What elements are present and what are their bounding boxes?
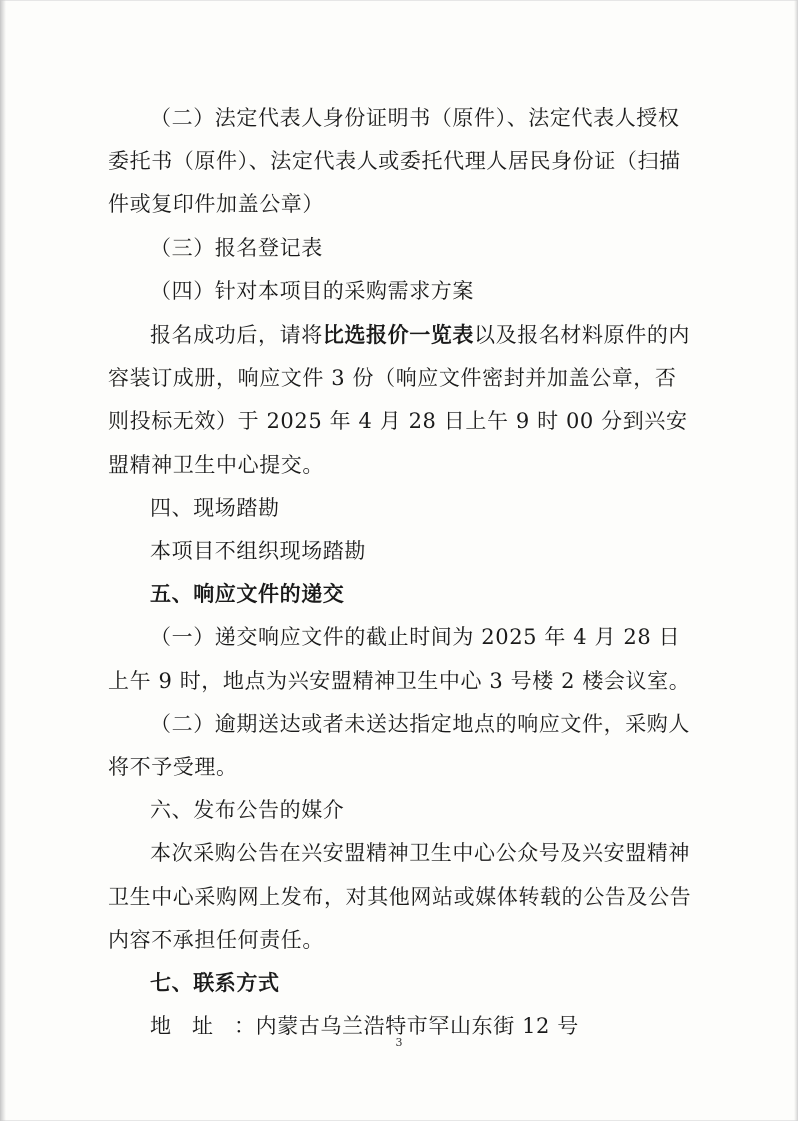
address-label: 地址 — [150, 1014, 234, 1039]
quote-summary-emphasis: 比选报价一览表 — [322, 322, 475, 348]
submission-text-post: 以及报名材料原件的内容装订成册，响应文件 3 份（响应文件密封并加盖公章，否则投标无效）于 2025 年 4 月 28 日上午 9 时 00 分到兴安盟精神卫生中心提交。 — [108, 323, 691, 477]
paragraph-deadline: （一）递交响应文件的截止时间为 2025 年 4 月 28 日上午 9 时，地点为兴安盟精神卫生中心 3 号楼 2 楼会议室。 — [108, 625, 691, 693]
paragraph-registration-form: （三）报名登记表 — [150, 235, 323, 260]
document-body — [108, 97, 698, 1048]
paragraph-publication: 本次采购公告在兴安盟精神卫生中心公众号及兴安盟精神卫生中心采购网上发布，对其他网站或媒体转载的公告及公告内容不承担任何责任。 — [108, 841, 692, 952]
heading-publication-media: 六、发布公告的媒介 — [150, 798, 345, 823]
address-value: ：内蒙古乌兰浩特市罕山东街 12 号 — [234, 1014, 579, 1039]
submission-text-pre: 报名成功后，请将 — [150, 323, 323, 348]
page-number: 3 — [395, 1036, 403, 1049]
heading-site-survey: 四、现场踏勘 — [150, 495, 280, 520]
heading-response-delivery: 五、响应文件的递交 — [150, 582, 345, 607]
paragraph-procurement-plan: （四）针对本项目的采购需求方案 — [150, 278, 474, 303]
paragraph-no-site-survey: 本项目不组织现场踏勘 — [150, 539, 366, 564]
paragraph-late-submission: （二）逾期送达或者未送达指定地点的响应文件，采购人将不予受理。 — [108, 711, 690, 780]
paragraph-legal-rep-rest: 委托书（原件）、法定代表人或委托代理人居民身份证（扫描件或复印件加盖公章） — [108, 149, 681, 217]
paragraph-submission-instructions — [108, 313, 698, 487]
paragraph-legal-rep-line1: （二）法定代表人身份证明书（原件）、法定代表人授权 — [150, 106, 680, 130]
heading-contact: 七、联系方式 — [150, 971, 280, 996]
